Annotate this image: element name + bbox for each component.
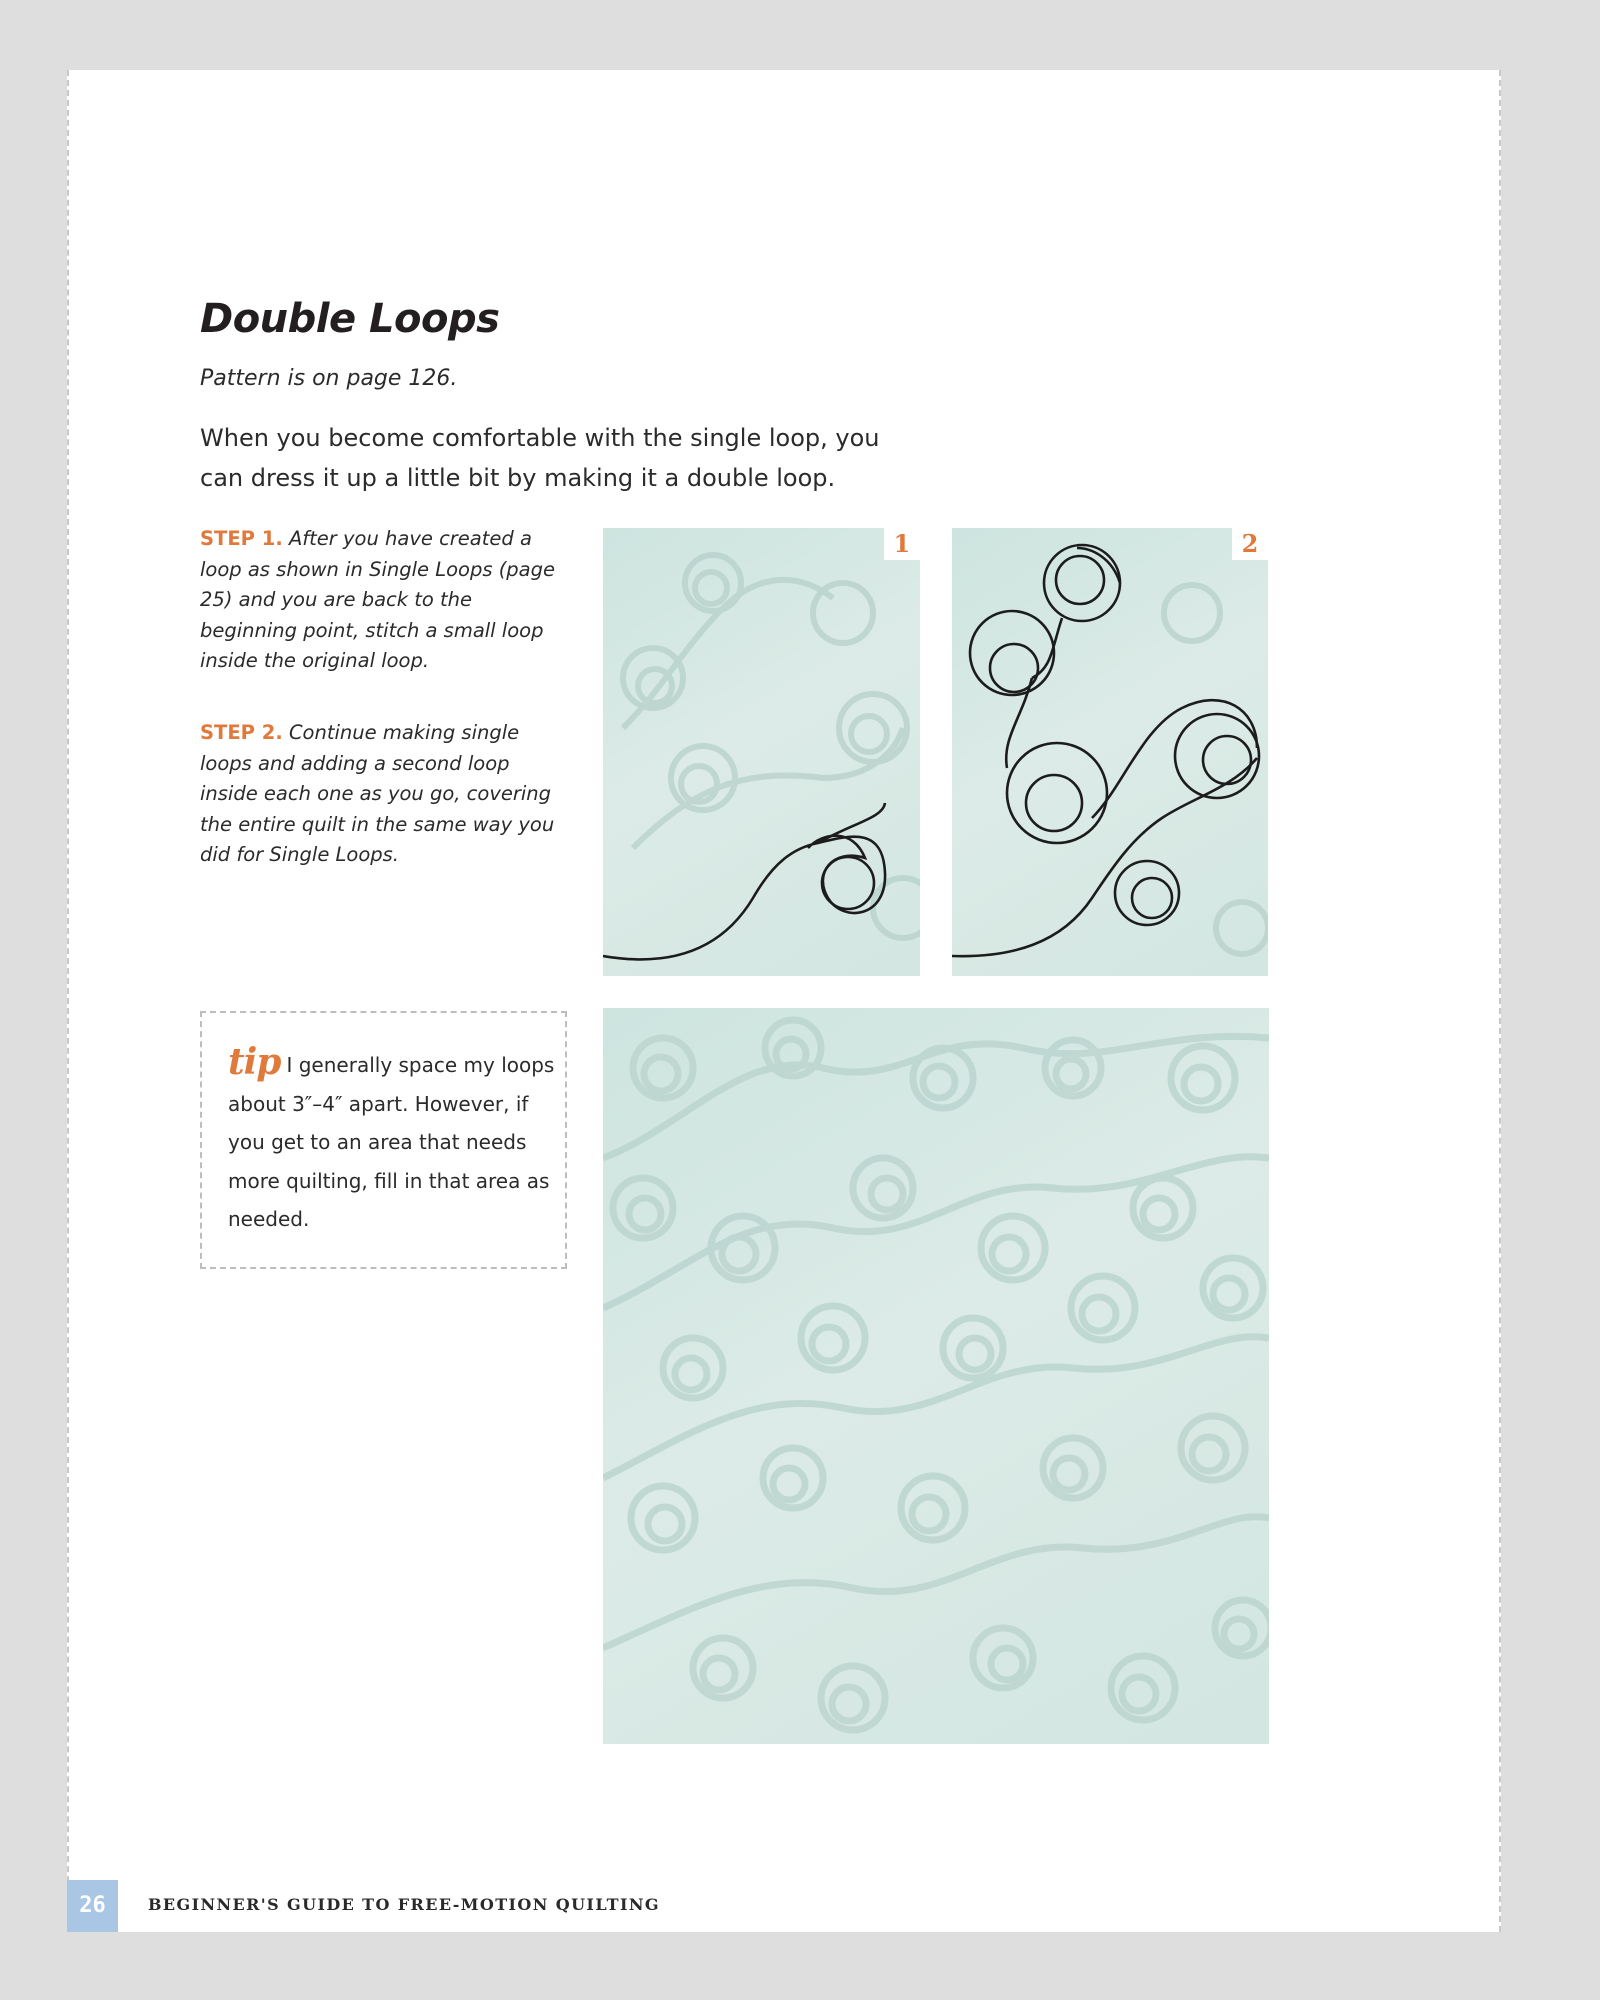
step-1-text: After you have created a loop as shown in Single Loops (page 25) and you are back to the beginning point, stitch a small loop inside the original loop. [200,527,556,672]
pattern-reference: Pattern is on page 126. [200,366,458,391]
step-2 [200,718,570,871]
page-title: Double Loops [200,296,500,342]
photo-1-badge: 1 [884,528,920,560]
finished-quilt-illustration [603,1008,1269,1744]
tip-box [200,1011,567,1269]
step-1 [200,524,570,677]
step-2-quilt-illustration [952,528,1268,976]
tip-text: I generally space my loops about 3″–4″ apart. However, if you get to an area that needs more quilting, fill in that area as needed. [228,1053,555,1231]
photo-2-badge: 2 [1232,528,1268,560]
intro-paragraph: When you become comfortable with the single loop, you can dress it up a little bit by making it a double loop. [200,424,880,492]
step-2-photo [952,528,1268,976]
step-1-label: STEP 1. [200,527,283,550]
page-number: 26 [67,1880,118,1932]
tip-label: tip [228,1041,281,1083]
step-1-photo [603,528,920,976]
footer-book-title: BEGINNER'S GUIDE TO FREE-MOTION QUILTING [148,1895,660,1914]
step-2-label: STEP 2. [200,721,283,744]
tip-text-block [228,1043,558,1239]
step-1-quilt-illustration [603,528,920,976]
finished-quilt-photo [603,1008,1269,1744]
step-2-text: Continue making single loops and adding a second loop inside each one as you go, covering the entire quilt in the same way you did for Single Loops. [200,721,555,866]
